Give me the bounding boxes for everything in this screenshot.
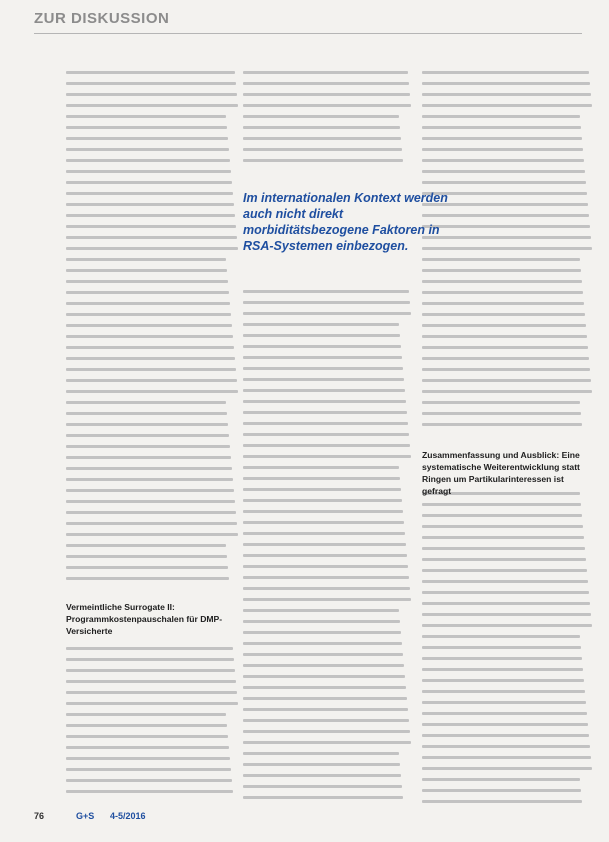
text-line-placeholder	[66, 467, 232, 470]
text-line-placeholder	[422, 558, 586, 561]
text-line-placeholder	[66, 104, 238, 107]
text-line-placeholder	[66, 757, 230, 760]
text-line-placeholder	[66, 181, 232, 184]
text-line-placeholder	[66, 779, 232, 782]
text-line-placeholder	[422, 789, 581, 792]
text-line-placeholder	[243, 312, 411, 315]
text-line-placeholder	[66, 434, 229, 437]
text-line-placeholder	[66, 93, 237, 96]
text-line-placeholder	[66, 390, 238, 393]
text-line-placeholder	[243, 576, 409, 579]
text-line-placeholder	[66, 445, 230, 448]
text-line-placeholder	[422, 646, 581, 649]
text-line-placeholder	[243, 148, 402, 151]
text-line-placeholder	[66, 71, 235, 74]
text-line-placeholder	[66, 658, 234, 661]
text-line-placeholder	[66, 511, 236, 514]
text-line-placeholder	[243, 543, 406, 546]
text-line-placeholder	[66, 735, 228, 738]
text-line-placeholder	[243, 488, 401, 491]
text-line-placeholder	[66, 577, 229, 580]
text-line-placeholder	[66, 82, 236, 85]
text-line-placeholder	[243, 697, 407, 700]
text-line-placeholder	[243, 796, 403, 799]
text-line-placeholder	[243, 598, 411, 601]
text-line-placeholder	[422, 159, 584, 162]
text-line-placeholder	[243, 532, 405, 535]
text-line-placeholder	[422, 591, 589, 594]
text-line-placeholder	[66, 702, 238, 705]
text-line-placeholder	[422, 712, 587, 715]
text-line-placeholder	[66, 478, 233, 481]
text-line-placeholder	[66, 724, 227, 727]
text-line-placeholder	[422, 412, 581, 415]
text-line-placeholder	[243, 422, 408, 425]
text-line-placeholder	[243, 631, 401, 634]
text-line-placeholder	[422, 690, 585, 693]
text-line-placeholder	[66, 368, 236, 371]
text-line-placeholder	[243, 620, 400, 623]
text-line-placeholder	[422, 602, 590, 605]
text-line-placeholder	[243, 664, 404, 667]
text-line-placeholder	[243, 400, 406, 403]
text-line-placeholder	[66, 401, 226, 404]
text-line-placeholder	[66, 566, 228, 569]
text-line-placeholder	[66, 412, 227, 415]
text-line-placeholder	[422, 745, 590, 748]
text-line-placeholder	[66, 203, 234, 206]
text-line-placeholder	[422, 613, 591, 616]
text-line-placeholder	[243, 323, 399, 326]
text-line-placeholder	[66, 533, 238, 536]
text-line-placeholder	[243, 367, 403, 370]
text-line-placeholder	[66, 236, 237, 239]
text-line-placeholder	[66, 713, 226, 716]
text-line-placeholder	[422, 126, 581, 129]
text-line-placeholder	[66, 555, 227, 558]
text-line-placeholder	[243, 730, 410, 733]
text-line-placeholder	[243, 356, 402, 359]
text-line-placeholder	[422, 269, 581, 272]
text-line-placeholder	[422, 170, 585, 173]
text-line-placeholder	[66, 313, 231, 316]
text-line-placeholder	[66, 669, 235, 672]
text-line-placeholder	[66, 746, 229, 749]
text-line-placeholder	[66, 247, 238, 250]
text-line-placeholder	[243, 301, 410, 304]
text-line-placeholder	[243, 653, 403, 656]
text-line-placeholder	[422, 335, 587, 338]
text-line-placeholder	[243, 785, 402, 788]
text-line-placeholder	[422, 115, 580, 118]
text-line-placeholder	[243, 565, 408, 568]
text-line-placeholder	[66, 170, 231, 173]
text-line-placeholder	[422, 536, 584, 539]
text-line-placeholder	[66, 522, 237, 525]
text-line-placeholder	[243, 642, 402, 645]
text-line-placeholder	[243, 774, 401, 777]
issue-number: 4-5/2016	[110, 811, 146, 821]
text-line-placeholder	[243, 609, 399, 612]
text-line-placeholder	[66, 790, 233, 793]
text-line-placeholder	[243, 554, 407, 557]
text-line-placeholder	[243, 378, 404, 381]
text-line-placeholder	[422, 324, 586, 327]
text-line-placeholder	[66, 647, 233, 650]
text-line-placeholder	[243, 587, 410, 590]
pull-quote: Im internationalen Kontext werden auch nicht direkt morbiditätsbezogene Faktoren in RSA-Systemen einbezogen.	[243, 191, 448, 253]
text-line-placeholder	[422, 137, 582, 140]
text-line-placeholder	[66, 357, 235, 360]
text-line-placeholder	[422, 756, 591, 759]
text-line-placeholder	[422, 668, 583, 671]
text-line-placeholder	[422, 302, 584, 305]
text-line-placeholder	[66, 291, 229, 294]
text-line-placeholder	[243, 499, 402, 502]
section-title: ZUR DISKUSSION	[34, 10, 170, 27]
header-rule	[34, 33, 582, 34]
text-line-placeholder	[422, 313, 585, 316]
text-line-placeholder	[422, 280, 582, 283]
text-line-placeholder	[66, 115, 226, 118]
text-line-placeholder	[243, 126, 400, 129]
text-line-placeholder	[66, 269, 227, 272]
text-line-placeholder	[422, 800, 582, 803]
text-line-placeholder	[422, 624, 592, 627]
text-line-placeholder	[243, 93, 410, 96]
text-line-placeholder	[243, 334, 400, 337]
text-line-placeholder	[66, 423, 228, 426]
text-line-placeholder	[66, 148, 229, 151]
text-line-placeholder	[422, 181, 586, 184]
text-line-placeholder	[422, 291, 583, 294]
text-line-placeholder	[422, 679, 584, 682]
text-line-placeholder	[243, 104, 411, 107]
text-line-placeholder	[66, 302, 230, 305]
text-line-placeholder	[243, 137, 401, 140]
text-line-placeholder	[66, 768, 231, 771]
text-line-placeholder	[66, 126, 227, 129]
text-line-placeholder	[66, 544, 226, 547]
text-line-placeholder	[66, 335, 233, 338]
text-line-placeholder	[66, 500, 235, 503]
text-line-placeholder	[422, 368, 590, 371]
text-line-placeholder	[243, 752, 399, 755]
text-line-placeholder	[66, 225, 236, 228]
text-line-placeholder	[422, 569, 587, 572]
heading-zusammenfassung: Zusammenfassung und Ausblick: Eine systematische Weiterentwicklung statt Ringen um Partikularinteressen ist gefragt	[422, 450, 580, 496]
text-line-placeholder	[243, 708, 408, 711]
text-line-placeholder	[422, 104, 592, 107]
text-line-placeholder	[243, 521, 404, 524]
text-line-placeholder	[243, 719, 409, 722]
text-line-placeholder	[66, 691, 237, 694]
text-line-placeholder	[422, 525, 583, 528]
text-line-placeholder	[243, 82, 409, 85]
text-line-placeholder	[66, 379, 237, 382]
page-number: 76	[34, 811, 45, 821]
text-line-placeholder	[243, 433, 409, 436]
text-line-placeholder	[66, 280, 228, 283]
text-line-placeholder	[422, 82, 590, 85]
text-line-placeholder	[66, 137, 228, 140]
text-line-placeholder	[422, 401, 580, 404]
text-line-placeholder	[243, 455, 411, 458]
text-line-placeholder	[422, 93, 591, 96]
text-line-placeholder	[243, 71, 408, 74]
text-line-placeholder	[243, 115, 399, 118]
text-line-placeholder	[422, 580, 588, 583]
text-line-placeholder	[243, 686, 406, 689]
text-line-placeholder	[66, 159, 230, 162]
text-line-placeholder	[66, 456, 231, 459]
text-line-placeholder	[422, 778, 580, 781]
text-line-placeholder	[66, 324, 232, 327]
text-line-placeholder	[422, 723, 588, 726]
text-line-placeholder	[422, 357, 589, 360]
text-line-placeholder	[422, 423, 582, 426]
text-line-placeholder	[422, 547, 585, 550]
text-line-placeholder	[66, 346, 234, 349]
text-line-placeholder	[243, 675, 405, 678]
text-line-placeholder	[243, 411, 407, 414]
text-line-placeholder	[243, 159, 403, 162]
text-line-placeholder	[422, 734, 589, 737]
text-line-placeholder	[243, 345, 401, 348]
text-line-placeholder	[243, 290, 409, 293]
text-line-placeholder	[422, 346, 588, 349]
text-line-placeholder	[243, 444, 410, 447]
text-line-placeholder	[422, 657, 582, 660]
text-line-placeholder	[422, 379, 591, 382]
text-line-placeholder	[243, 477, 400, 480]
text-line-placeholder	[243, 763, 400, 766]
text-line-placeholder	[66, 192, 233, 195]
text-line-placeholder	[243, 389, 405, 392]
text-line-placeholder	[422, 514, 582, 517]
magazine-name: G+S	[76, 811, 95, 821]
text-line-placeholder	[422, 148, 583, 151]
text-line-placeholder	[422, 71, 589, 74]
page-footer	[34, 811, 146, 821]
text-line-placeholder	[66, 680, 236, 683]
text-line-placeholder	[422, 503, 581, 506]
text-line-placeholder	[243, 510, 403, 513]
text-line-placeholder	[422, 767, 592, 770]
text-line-placeholder	[66, 214, 235, 217]
text-line-placeholder	[422, 701, 586, 704]
text-line-placeholder	[422, 635, 580, 638]
text-line-placeholder	[422, 390, 592, 393]
heading-surrogate-ii: Vermeintliche Surrogate II: Programmkostenpauschalen für DMP-Versicherte	[66, 602, 223, 636]
text-line-placeholder	[243, 741, 411, 744]
text-line-placeholder	[66, 489, 234, 492]
text-line-placeholder	[422, 258, 580, 261]
text-line-placeholder	[66, 258, 226, 261]
text-line-placeholder	[243, 466, 399, 469]
